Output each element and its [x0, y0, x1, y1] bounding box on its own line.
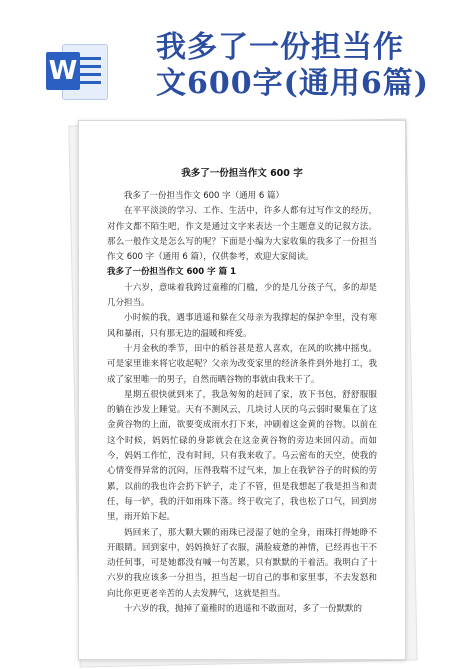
word-icon-line	[79, 57, 101, 60]
document-page	[78, 120, 406, 660]
banner-title-line-1: 我多了一份担当作	[156, 30, 404, 65]
body-paragraph: 十六岁的我，抛掉了童稚时的逍遥和不敢面对，多了一份默默的	[124, 604, 363, 615]
section-heading: 我多了一份担当作文 600 字 篇 1	[107, 267, 236, 278]
word-icon-line	[79, 65, 101, 68]
word-icon-line	[79, 81, 101, 84]
word-icon-line	[79, 73, 101, 76]
document-banner	[0, 0, 474, 110]
body-paragraph: 十月金秋的季节，田中的稻谷甚是惹人喜欢，在风的吹拂中摇曳。可是家里谁来将它收起呢？父亲为改变家里的经济条件到外地打工，我成了家里唯一的男子，自然而晒谷物的事就由我来干了。	[107, 343, 377, 385]
document-title: 我多了一份担当作文 600 字	[181, 168, 303, 179]
word-document-icon	[46, 44, 106, 98]
banner-title	[156, 30, 468, 102]
body-paragraph: 我多了一份担当作文 600 字（通用 6 篇）	[124, 191, 284, 201]
body-paragraph: 十六岁，意味着我跨过童稚的门槛，少的是几分孩子气，多的却是几分担当。	[107, 282, 377, 309]
body-paragraph: 小时候的我，遇事逍遥和躲在父母亲为我撑起的保护伞里，没有寒风和暴雨，只有那无边的温暖和疼爱。	[107, 313, 377, 339]
body-paragraph: 星期五很快就到来了，我急匆匆的赶回了家，放下书包，舒舒服服的躺在沙发上睡觉。天有不测风云，几块讨人厌的乌云弱时聚集在了这金黄谷物的上面，欲要变成雨水打下来，冲刷着这金黄的谷物。以前在这个时候，妈妈忙碌的身影就会在这金黄谷物的旁边来回闪动。而如今，妈妈工作忙，没有时间，只有我来收了。乌云密布的天空，使我的心情变得异常的沉闷，压得我喘不过气来，加上在我铲谷子的时候的劳累，以前的我也许会扔下铲子，走了不管，但是我想起了我是担当和责任，每一铲，我的汗如雨珠下落。终于收完了，我也松了口气，回到房里，雨开始下起。	[107, 389, 377, 523]
body-paragraph: 妈回来了，那大颗大颗的雨珠已浸湿了她的全身，雨珠打得她睁不开眼睛。回到家中，妈妈换好了衣服，满脸疲惫的神情，已经再也干不动任何事，可是她都没有喊一句苦累，只有默默的干着活。我明白了十六岁的我应该多一分担当，担当起一切自己的事和家里事，不去发怒和向比你更更老辛苦的人去发脾气，这就是担当。	[107, 527, 377, 599]
document-body	[107, 189, 377, 617]
word-icon-badge: W	[46, 52, 80, 90]
body-paragraph: 在平平淡淡的学习、工作、生活中，许多人都有过写作文的经历，对作文都不陌生吧，作文是通过文字来表达一个主题意义的记叙方法。那么一般作文是怎么写的呢？下面是小编为大家收集的我多了一份担当作文 600 字（通用 6 篇），仅供参考，欢迎大家阅读。	[107, 206, 377, 263]
banner-title-line-2: 文600字(通用6篇)	[156, 66, 429, 101]
